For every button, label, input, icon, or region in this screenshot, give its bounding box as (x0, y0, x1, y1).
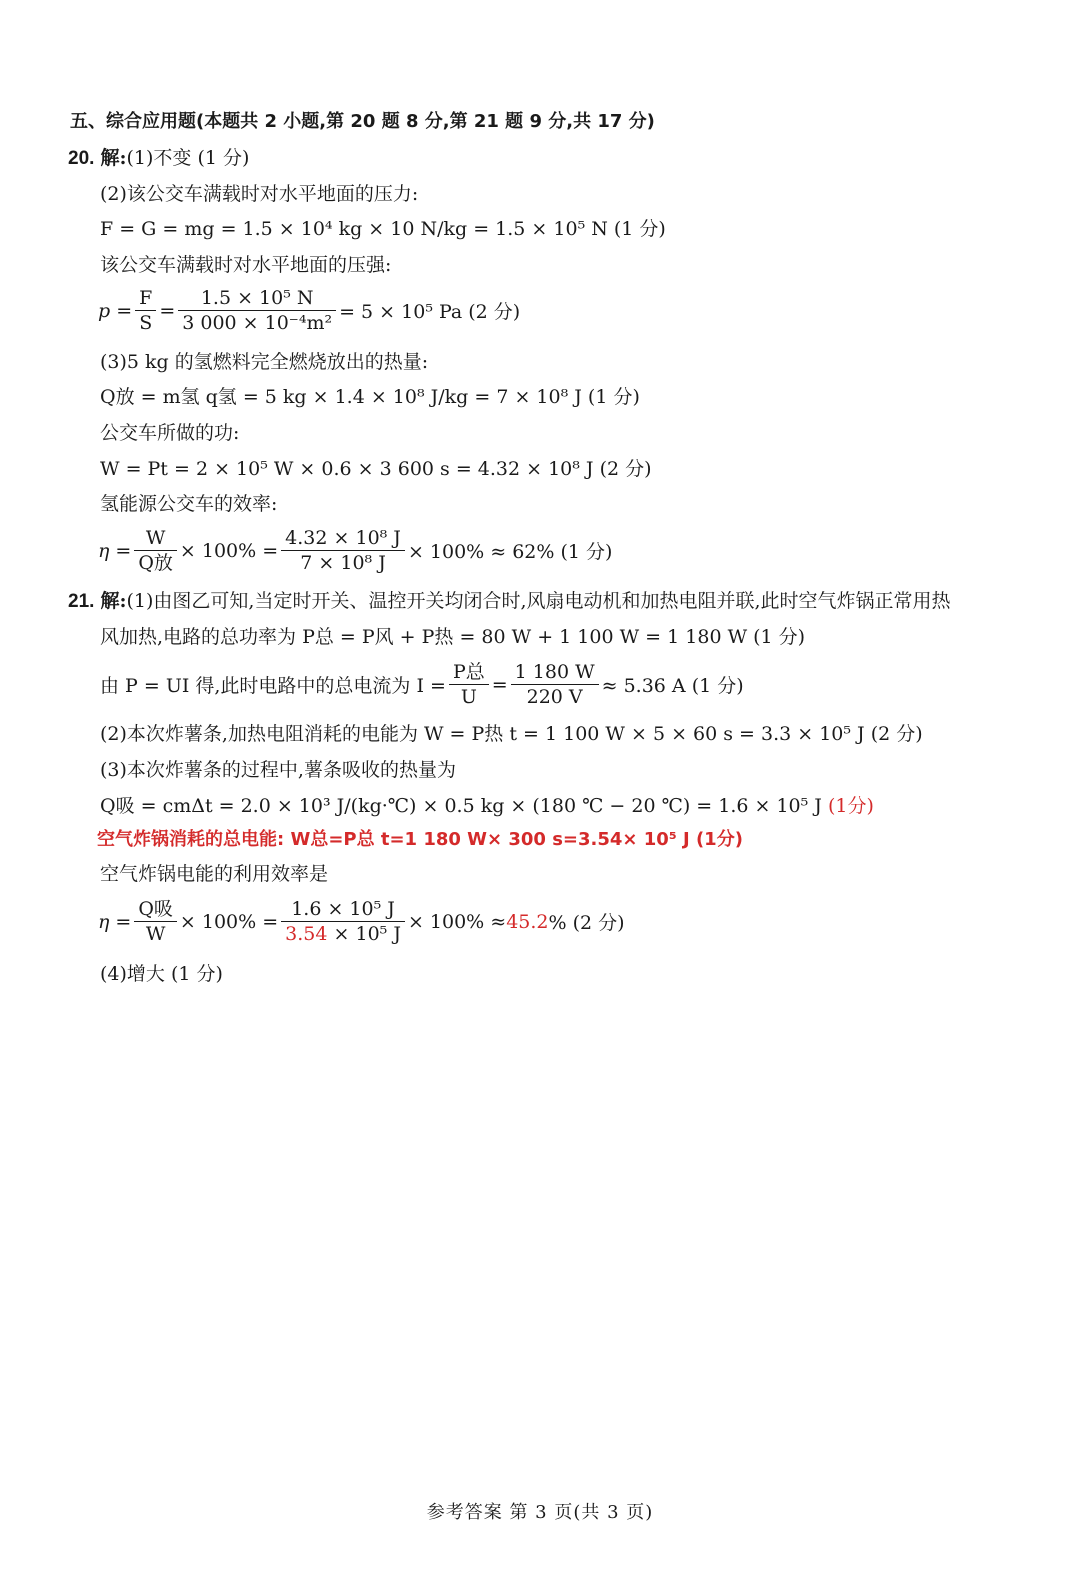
q20-frac2-den: 3 000 × 10⁻⁴m² (182, 312, 333, 334)
q20-frac4-num: 4.32 × 10⁸ J (281, 527, 405, 551)
q21-frac3-num: Q吸 (134, 898, 177, 922)
q20-efficiency-formula (98, 527, 612, 574)
q21-part4: (4)增大 (1 分) (100, 963, 223, 985)
q21-total-energy-red: 空气炸锅消耗的总电能: W总=P总 t=1 180 W× 300 s=3.54× 10⁵ J (1分) (97, 829, 743, 850)
q21-frac3-den: W (145, 923, 166, 945)
q20-frac3-den: Q放 (138, 552, 173, 574)
q21-heat-score-red: (1分) (827, 795, 874, 817)
page-footer: 参考答案 第 3 页(共 3 页) (426, 1502, 654, 1523)
q20-fraction-eff-values (281, 527, 405, 574)
q21-efficiency-heading: 空气炸锅电能的利用效率是 (100, 863, 329, 885)
q20-fraction-w-q (134, 527, 177, 574)
q21-part3-heading: (3)本次炸薯条的过程中,薯条吸收的热量为 (100, 759, 456, 781)
q21-fraction-p-u (449, 661, 489, 708)
q20-frac1-num: F (135, 287, 156, 311)
q21-eff-value-red: 45.2 (506, 910, 549, 933)
q21-frac2-num: 1 180 W (511, 661, 599, 685)
q20-jie: 解: (100, 147, 127, 169)
q21-heat-formula: Q吸 = cmΔt = 2.0 × 10³ J/(kg·℃) × 0.5 kg × (180 ℃ − 20 ℃) = 1.6 × 10⁵ J (100, 795, 822, 817)
q20-work-heading: 公交车所做的功: (100, 422, 240, 444)
q21-total-power: 风加热,电路的总功率为 P总 = P风 + P热 = 80 W + 1 100 W = 1 180 W (1 分) (100, 626, 806, 648)
q21-current-pre: 由 P = UI 得,此时电路中的总电流为 I = (100, 675, 446, 697)
q21-current-formula (100, 661, 744, 708)
q20-p-eq: p = (98, 299, 133, 322)
q21-equals: = (491, 673, 508, 696)
q21-efficiency-formula (98, 898, 625, 945)
q21-eff-score: % (2 分) (548, 912, 625, 934)
q20-equals: = (159, 299, 176, 322)
q20-frac4-den: 7 × 10⁸ J (300, 552, 386, 574)
q21-frac4-num: 1.6 × 10⁵ J (281, 898, 405, 922)
q21-times-100: × 100% = (179, 910, 279, 933)
q20-frac2-num: 1.5 × 10⁵ N (178, 287, 336, 311)
q20-fraction-values (178, 287, 336, 334)
q20-pressure-heading: 该公交车满载时对水平地面的压强: (100, 254, 392, 276)
q20-work-formula: W = Pt = 2 × 10⁵ W × 0.6 × 3 600 s = 4.32 × 10⁸ J (2 分) (100, 458, 652, 480)
q20-part3-heading: (3)5 kg 的氢燃料完全燃烧放出的热量: (100, 351, 429, 373)
q20-heat-formula: Q放 = m氢 q氢 = 5 kg × 1.4 × 10⁸ J/kg = 7 × 10⁸ J (1 分) (100, 386, 640, 408)
q20-pressure-force-formula: F = G = mg = 1.5 × 10⁴ kg × 10 N/kg = 1.5 × 10⁵ N (1 分) (100, 218, 666, 240)
q20-times-100: × 100% = (179, 539, 279, 562)
q21-frac1-num: P总 (449, 661, 489, 685)
q21-frac2-den: 220 V (526, 686, 583, 708)
q21-current-result: ≈ 5.36 A (1 分) (601, 675, 744, 697)
q21-frac4-den-red: 3.54 (285, 923, 328, 945)
q21-fraction-values (511, 661, 599, 708)
q21-eff-approx: × 100% ≈ (407, 910, 507, 933)
q20-eta-eq: η = (98, 539, 132, 562)
q20-frac1-den: S (139, 312, 153, 334)
q21-part2: (2)本次炸薯条,加热电阻消耗的电能为 W = P热 t = 1 100 W × 5 × 60 s = 3.3 × 10⁵ J (2 分) (100, 723, 923, 745)
q20-pressure-result: = 5 × 10⁵ Pa (2 分) (339, 301, 521, 323)
q20-fraction-f-s (135, 287, 156, 334)
q20-line-1 (68, 146, 249, 171)
q21-heat-absorbed (100, 794, 874, 818)
q21-part1-text: (1)由图乙可知,当定时开关、温控开关均闭合时,风扇电动机和加热电阻并联,此时空气炸锅正常用热 (126, 590, 951, 612)
q20-frac3-num: W (134, 527, 177, 551)
q21-frac4-den (281, 922, 405, 945)
q20-pressure-formula (98, 287, 520, 334)
q21-number: 21. (68, 591, 95, 612)
q21-jie: 解: (100, 590, 127, 612)
q20-part1: (1)不变 (1 分) (126, 147, 250, 169)
section-title: 五、综合应用题(本题共 2 小题,第 20 题 8 分,第 21 题 9 分,共 17 分) (70, 111, 655, 132)
q21-frac1-den: U (460, 686, 477, 708)
q21-line-1 (68, 589, 951, 614)
q20-part2-heading: (2)该公交车满载时对水平地面的压力: (100, 183, 419, 205)
q20-efficiency-result: × 100% ≈ 62% (1 分) (407, 541, 613, 563)
q20-efficiency-heading: 氢能源公交车的效率: (100, 493, 278, 515)
q21-frac4-den-rest: × 10⁵ J (333, 923, 401, 945)
q21-fraction-eff-values (281, 898, 405, 945)
q21-fraction-q-w (134, 898, 177, 945)
q20-number: 20. (68, 148, 95, 169)
q21-eta-eq: η = (98, 910, 132, 933)
